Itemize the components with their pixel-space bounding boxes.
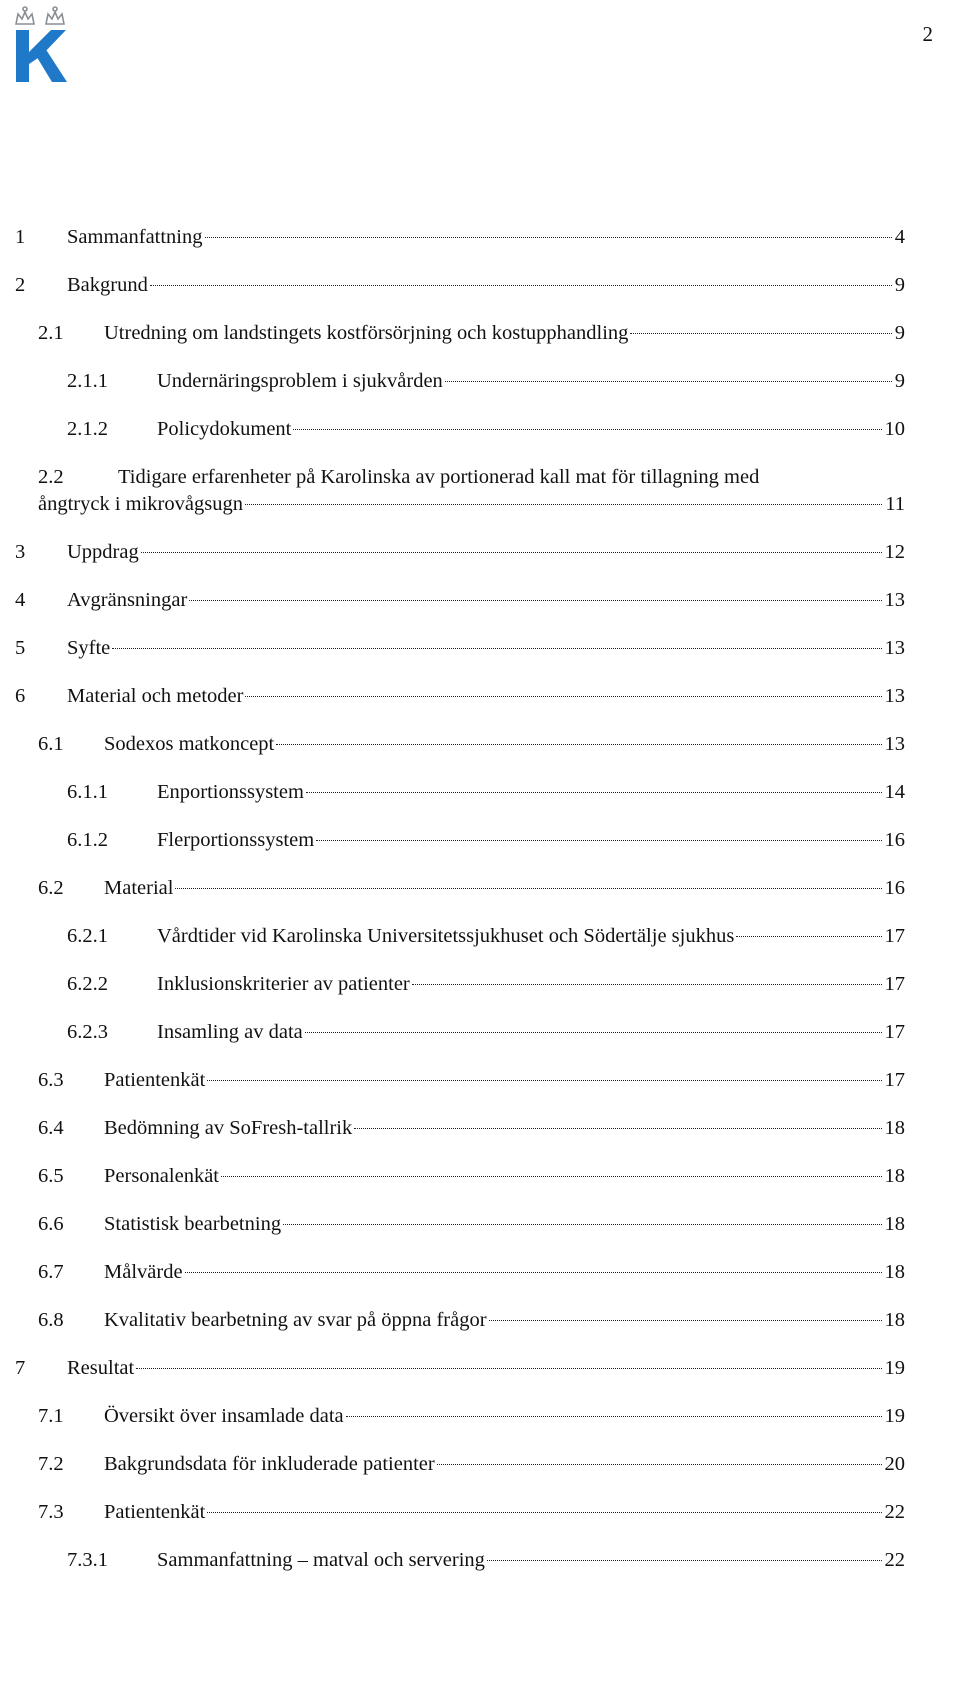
toc-title: Resultat [67,1357,135,1379]
toc-number: 6.3 [38,1069,64,1091]
toc-entry[interactable] [15,1211,905,1238]
toc-number: 3 [15,541,26,563]
toc-number: 2 [15,274,26,296]
toc-dot-leader [136,1368,881,1369]
toc-dot-leader [175,888,881,889]
toc-number: 6.2.3 [67,1021,108,1043]
toc-entry[interactable] [15,683,905,710]
toc-title: Undernäringsproblem i sjukvården [157,370,443,392]
toc-page-number: 9 [894,322,905,344]
toc-entry[interactable] [15,224,905,251]
toc-title: Avgränsningar [67,589,188,611]
toc-page-number: 14 [884,781,905,803]
toc-dot-leader [305,1032,882,1033]
toc-page-number: 12 [884,541,905,563]
toc-page-number: 16 [884,877,905,899]
toc-page-number: 13 [884,637,905,659]
toc-dot-leader [112,648,881,649]
toc-number: 6.1 [38,733,64,755]
toc-entry[interactable] [15,1547,905,1574]
page-number: 2 [922,22,933,46]
toc-dot-leader [354,1128,881,1129]
toc-number: 6.1.1 [67,781,108,803]
toc-page-number: 19 [884,1405,905,1427]
toc-page-number: 4 [894,226,905,248]
toc-entry[interactable] [15,416,905,443]
toc-dot-leader [207,1512,881,1513]
toc-dot-leader [306,792,882,793]
toc-number: 2.1.1 [67,370,108,392]
toc-entry[interactable] [15,1499,905,1526]
toc-page-number: 18 [884,1213,905,1235]
toc-page-number: 9 [894,274,905,296]
toc-title: Bakgrundsdata för inkluderade patienter [104,1453,435,1475]
toc-page-number: 9 [894,370,905,392]
toc-entry[interactable] [15,587,905,614]
toc-number: 6.7 [38,1261,64,1283]
toc-title: Sodexos matkoncept [104,733,275,755]
toc-dot-leader [245,696,881,697]
toc-dot-leader [221,1176,882,1177]
toc-number: 1 [15,226,26,248]
toc-dot-leader [283,1224,881,1225]
toc-page-number: 17 [884,973,905,995]
toc-title: Bakgrund [67,274,148,296]
toc-page-number: 22 [884,1501,905,1523]
toc-number: 7.3 [38,1501,64,1523]
toc-number: 7.1 [38,1405,64,1427]
toc-dot-leader [445,381,892,382]
toc-page-number: 13 [884,685,905,707]
toc-title: Personalenkät [104,1165,219,1187]
toc-title: Vårdtider vid Karolinska Universitetssjukhuset och Södertälje sjukhus [157,925,735,947]
toc-dot-leader [316,840,881,841]
toc-page-number: 16 [884,829,905,851]
toc-page-number: 17 [884,925,905,947]
toc-entry[interactable] [15,731,905,758]
toc-entry[interactable] [15,923,905,950]
toc-page-number: 13 [884,733,905,755]
toc-title: Uppdrag [67,541,139,563]
toc-title: Tidigare erfarenheter på Karolinska av portionerad kall mat för tillagning med [118,466,760,488]
toc-entry[interactable] [15,1307,905,1334]
toc-number: 4 [15,589,26,611]
toc-number: 6 [15,685,26,707]
toc-title: Inklusionskriterier av patienter [157,973,410,995]
toc-title: Kvalitativ bearbetning av svar på öppna frågor [104,1309,487,1331]
toc-number: 2.1.2 [67,418,108,440]
toc-page-number: 22 [884,1549,905,1571]
toc-title-continued: ångtryck i mikrovågsugn [38,493,243,515]
toc-title: Sammanfattning – matval och servering [157,1549,485,1571]
toc-title: Statistisk bearbetning [104,1213,282,1235]
toc-title: Enportionssystem [157,781,304,803]
toc-number: 6.5 [38,1165,64,1187]
toc-dot-leader [245,504,882,505]
toc-dot-leader [346,1416,882,1417]
toc-page-number: 20 [884,1453,905,1475]
toc-page-number: 19 [884,1357,905,1379]
toc-page-number: 17 [884,1021,905,1043]
toc-entry[interactable] [15,1355,905,1382]
toc-entry[interactable] [15,539,905,566]
toc-page-number: 13 [884,589,905,611]
toc-entry[interactable] [15,1259,905,1286]
toc-entry[interactable] [15,1451,905,1478]
toc-page-number: 18 [884,1165,905,1187]
toc-dot-leader [207,1080,881,1081]
toc-entry[interactable] [15,272,905,299]
toc-title: Policydokument [157,418,292,440]
toc-entry[interactable] [15,1163,905,1190]
toc-title: Patientenkät [104,1069,206,1091]
toc-title: Översikt över insamlade data [104,1405,344,1427]
toc-entry[interactable] [15,779,905,806]
toc-number: 2.2 [38,466,64,488]
toc-page-number: 17 [884,1069,905,1091]
toc-dot-leader [150,285,892,286]
toc-number: 6.2 [38,877,64,899]
toc-title: Bedömning av SoFresh-tallrik [104,1117,353,1139]
toc-page-number: 18 [884,1117,905,1139]
toc-number: 5 [15,637,26,659]
toc-dot-leader [185,1272,882,1273]
toc-dot-leader [276,744,881,745]
toc-title: Sammanfattning [67,226,203,248]
toc-title: Utredning om landstingets kostförsörjning och kostupphandling [104,322,629,344]
toc-title: Målvärde [104,1261,183,1283]
toc-entry[interactable] [15,320,905,347]
toc-dot-leader [205,237,892,238]
toc-number: 6.6 [38,1213,64,1235]
toc-entry[interactable] [15,1115,905,1142]
toc-entry[interactable] [15,1403,905,1430]
toc-number: 2.1 [38,322,64,344]
toc-number: 6.2.2 [67,973,108,995]
toc-page-number: 10 [884,418,905,440]
toc-number: 7.3.1 [67,1549,108,1571]
k-letter-icon [16,30,67,82]
toc-title: Insamling av data [157,1021,303,1043]
toc-dot-leader [736,936,881,937]
toc-entry[interactable] [15,635,905,662]
toc-dot-leader [412,984,882,985]
toc-title: Patientenkät [104,1501,206,1523]
toc-number: 6.2.1 [67,925,108,947]
toc-number: 7 [15,1357,26,1379]
toc-title: Material [104,877,174,899]
toc-number: 7.2 [38,1453,64,1475]
toc-dot-leader [487,1560,882,1561]
toc-entry[interactable] [15,1019,905,1046]
toc-number: 6.1.2 [67,829,108,851]
toc-dot-leader [489,1320,882,1321]
toc-dot-leader [630,333,891,334]
toc-number: 6.4 [38,1117,64,1139]
toc-title: Material och metoder [67,685,244,707]
table-of-contents [15,224,905,1574]
toc-title: Flerportionssystem [157,829,315,851]
toc-dot-leader [437,1464,882,1465]
crown-icon [16,7,64,24]
toc-entry[interactable] [15,971,905,998]
toc-page-number: 18 [884,1309,905,1331]
toc-entry[interactable] [15,1067,905,1094]
toc-entry[interactable] [15,368,905,395]
toc-page-number: 11 [885,493,905,515]
karolinska-logo [13,4,69,86]
toc-dot-leader [141,552,882,553]
toc-dot-leader [189,600,881,601]
toc-title: Syfte [67,637,111,659]
toc-dot-leader [293,429,881,430]
toc-entry[interactable] [15,875,905,902]
toc-number: 6.8 [38,1309,64,1331]
toc-page-number: 18 [884,1261,905,1283]
toc-entry[interactable] [15,464,905,518]
toc-entry[interactable] [15,827,905,854]
